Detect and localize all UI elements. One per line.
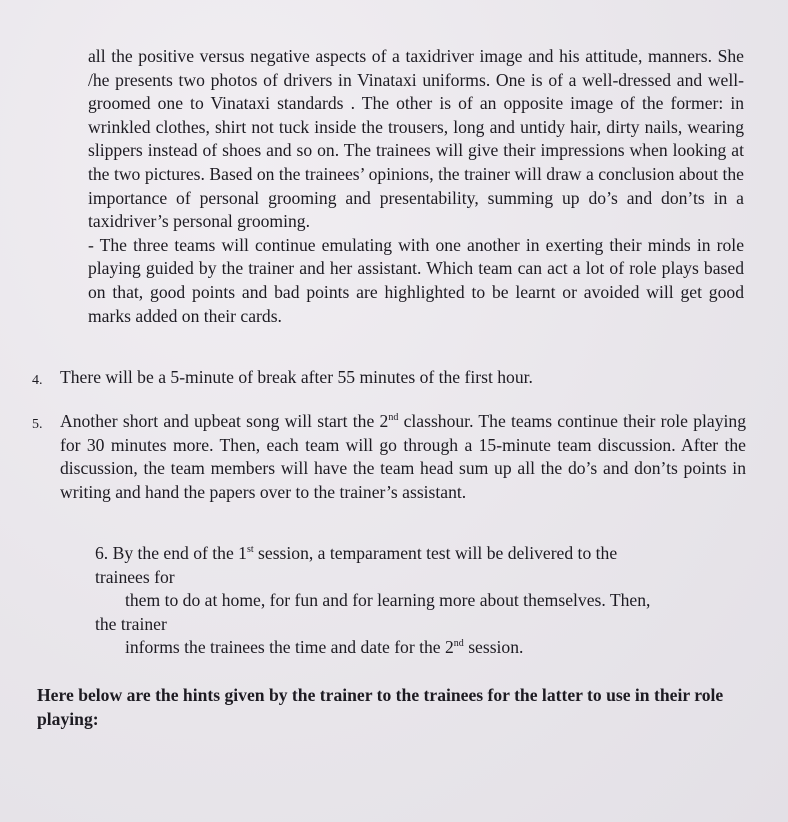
- item6-line1: [95, 542, 747, 566]
- item6-line5: [95, 636, 747, 660]
- text-part: session.: [463, 637, 524, 658]
- superscript: st: [246, 544, 254, 556]
- superscript: nd: [388, 412, 399, 424]
- intro-block: [88, 45, 744, 328]
- item6-line2: trainees for: [95, 566, 175, 587]
- list-item-5: [32, 410, 746, 504]
- item-number: 4.: [32, 373, 43, 388]
- text-part: classhour. The teams continue their role playing for 30 minutes more. Then, each team will go through a 15-minute team discussion. After the discussion, the team members will have the team head sum up all the do’s and don’ts points in writing and hand the papers over to the trainer’s assistant.: [60, 411, 747, 502]
- item-number: 5.: [32, 417, 43, 432]
- item-text: There will be a 5-minute of break after 55 minutes of the first hour.: [60, 367, 533, 387]
- item-text: [60, 410, 746, 504]
- paragraph-role-play: - The three teams will continue emulating with one another in exerting their minds in role playing guided by the trainer and her assistant. Which team can act a lot of role plays based on that, good points and bad points are highlighted to be learnt or avoided will get good marks added on their cards.: [88, 234, 744, 326]
- item6-line3: them to do at home, for fun and for learning more about themselves. Then,: [125, 590, 651, 611]
- paragraph-grooming: all the positive versus negative aspects of a taxidriver image and his attitude, manners. She /he presents two photos of drivers in Vinataxi uniforms. One is of a well-dressed and well-groomed one to Vinataxi standards . The other is of an opposite image of the former: in wrinkled clothes, shirt not tuck inside the trousers, long and untidy hair, dirty nails, wearing slippers instead of shoes and so on. The trainees will give their impressions when looking at the two pictures. Based on the trainees’ opinions, the trainer will draw a conclusion about the importance of personal grooming and presentability, summing up do’s and don’ts in a taxidriver’s personal grooming.: [88, 46, 744, 232]
- text-part: Another short and upbeat song will start the 2: [60, 411, 389, 431]
- hints-heading: Here below are the hints given by the trainer to the trainees for the latter to use in their role playing:: [37, 685, 724, 729]
- text-part: session, a temparament test will be delivered to the: [253, 543, 618, 563]
- text-part: 6. By the end of the 1: [95, 543, 247, 563]
- item6-line4: the trainer: [95, 613, 167, 634]
- superscript: nd: [453, 638, 464, 650]
- text-part: informs the trainees the time and date for the 2: [125, 637, 454, 658]
- list-item-6: [95, 542, 747, 660]
- list-item-4: [32, 366, 746, 393]
